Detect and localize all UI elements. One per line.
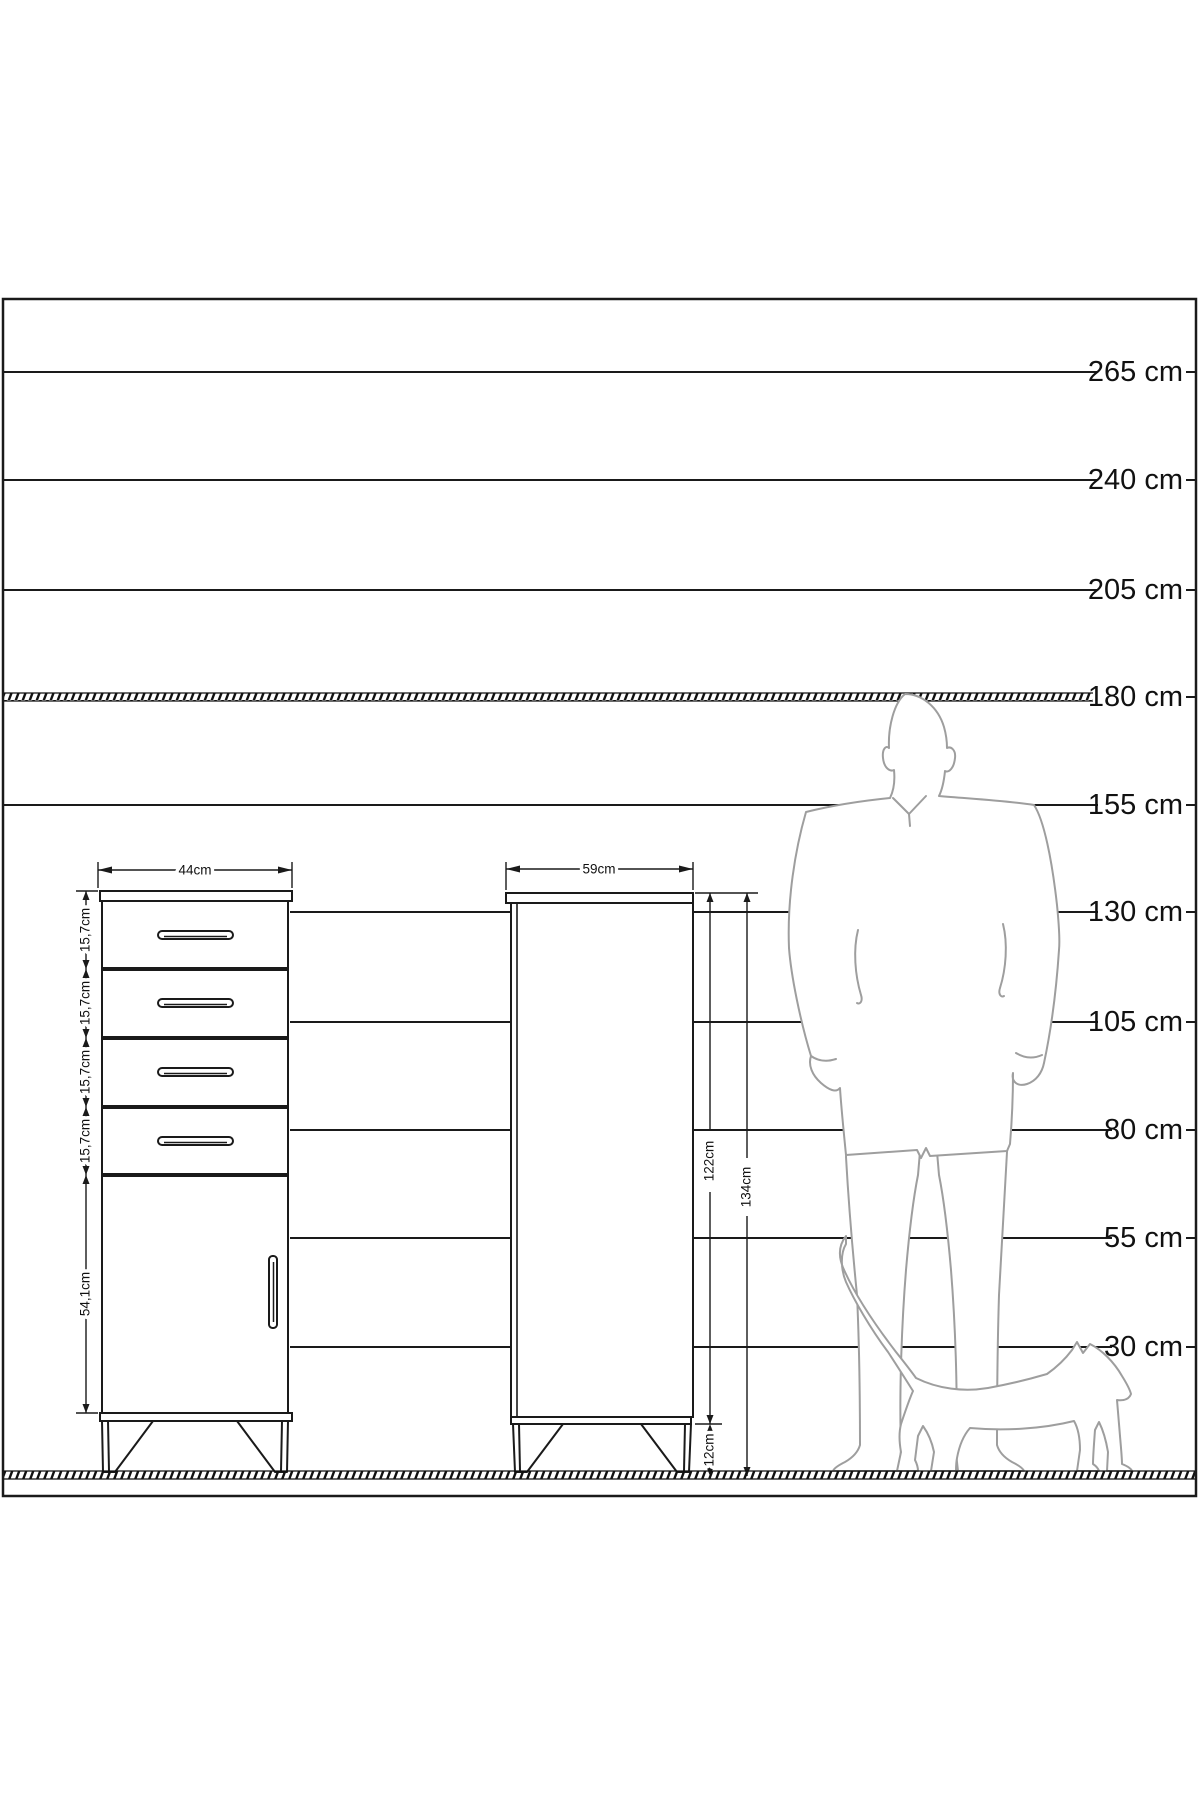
scale-label-105: 105 cm bbox=[1087, 1006, 1183, 1038]
right-cabinet-width-label: 59cm bbox=[582, 861, 616, 877]
total-height-label: 134cm bbox=[738, 1166, 754, 1208]
door-height-label: 54,1cm bbox=[77, 1271, 93, 1317]
leg-height-label: 12cm bbox=[701, 1433, 717, 1467]
right-cabinet-bottom-board bbox=[511, 1417, 691, 1424]
drawer-height-label-3: 15,7cm bbox=[77, 1049, 93, 1095]
left-cabinet-body bbox=[102, 901, 288, 1413]
scale-label-205: 205 cm bbox=[1087, 574, 1183, 606]
scale-label-265: 265 cm bbox=[1087, 356, 1183, 388]
scale-label-180: 180 cm bbox=[1087, 681, 1183, 713]
left-cabinet-bottom-board bbox=[100, 1413, 292, 1421]
drawer-height-label-1: 15,7cm bbox=[77, 907, 93, 953]
scale-label-130: 130 cm bbox=[1087, 896, 1183, 928]
scale-label-30: 30 cm bbox=[1104, 1331, 1183, 1363]
floor-line-hatched bbox=[3, 1471, 1196, 1479]
left-cabinet-door-handle bbox=[269, 1256, 277, 1328]
left-cabinet-width-label: 44cm bbox=[178, 862, 212, 878]
scale-label-55: 55 cm bbox=[1104, 1222, 1183, 1254]
carcass-height-label: 122cm bbox=[701, 1140, 717, 1182]
drawer-height-label-4: 15,7cm bbox=[77, 1118, 93, 1164]
drawer-height-label-2: 15,7cm bbox=[77, 980, 93, 1026]
right-cabinet bbox=[506, 893, 693, 1472]
scale-label-80: 80 cm bbox=[1104, 1114, 1183, 1146]
right-cabinet-top-board bbox=[506, 893, 693, 903]
left-cabinet-top-board bbox=[100, 891, 292, 901]
left-cabinet bbox=[100, 891, 292, 1472]
level-line-180-hatched bbox=[3, 693, 1093, 701]
right-cabinet-body bbox=[511, 903, 693, 1417]
scale-label-240: 240 cm bbox=[1087, 464, 1183, 496]
scale-label-155: 155 cm bbox=[1087, 789, 1183, 821]
